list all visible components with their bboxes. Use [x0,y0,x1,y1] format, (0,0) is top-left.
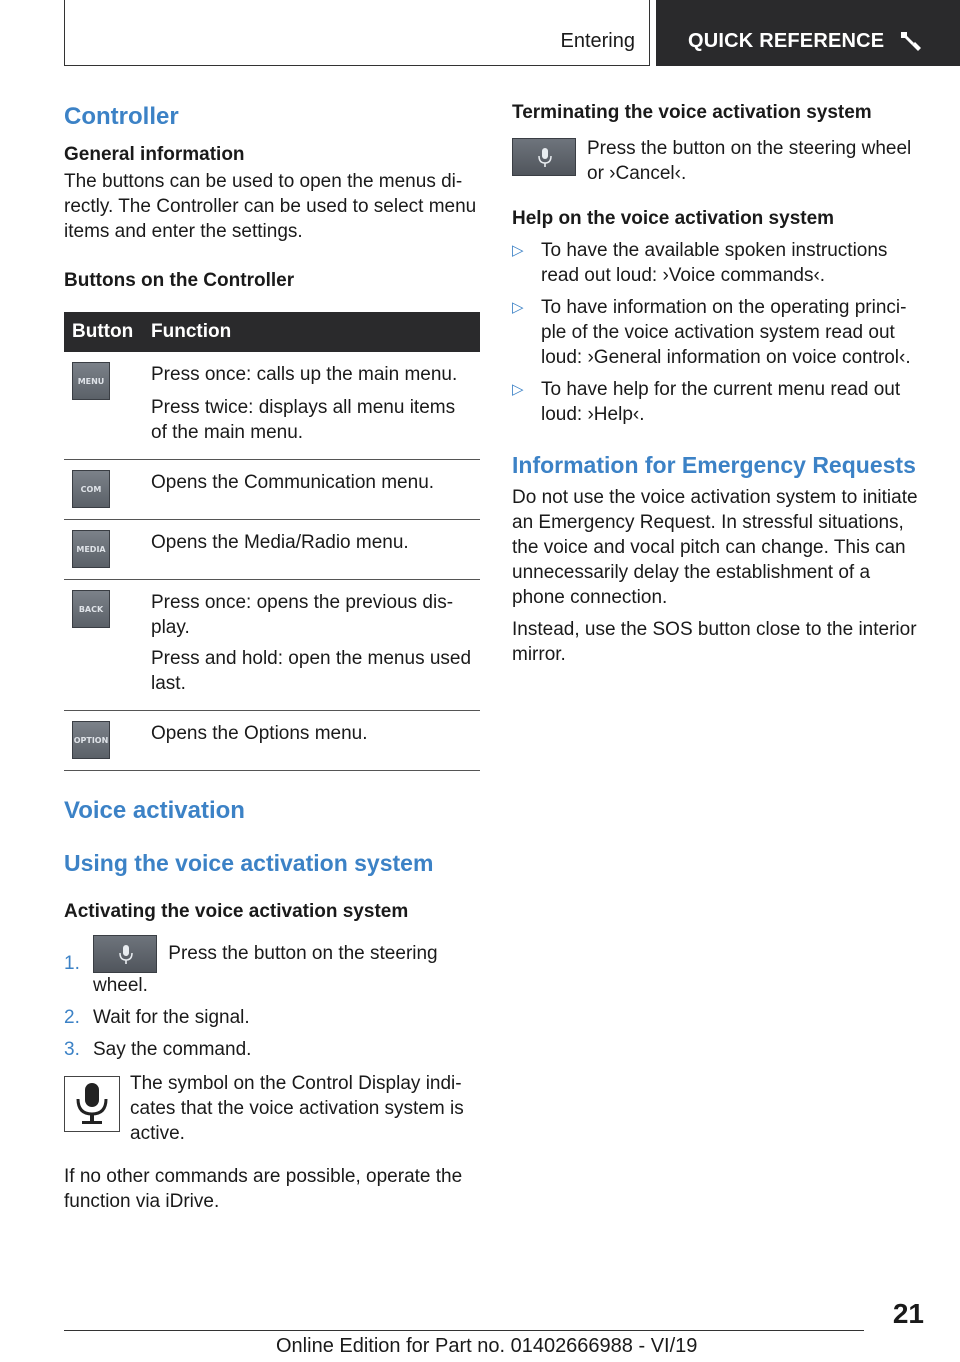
list-item [512,238,924,288]
table-row [64,352,480,460]
help-heading: Help on the voice activation system [512,208,835,229]
function-text: Press twice: displays all menu items of the main menu. [151,397,456,443]
help-item-text: To have the available spoken instructions read out loud: ›Voice commands‹. [541,240,888,286]
controller-buttons-table [64,312,480,771]
list-item [64,1005,480,1030]
step-number: 1. [64,953,80,974]
list-item [64,1037,480,1062]
controller-title: Controller [64,103,179,130]
function-text: Opens the Media/Radio menu. [151,532,409,553]
table-row [64,520,480,580]
step-number: 2. [64,1007,80,1028]
table-header-button: Button [64,312,151,352]
voice-button-icon [512,138,576,176]
table-row [64,460,480,520]
list-item [64,935,480,998]
emergency-text: Do not use the voice activation system to initiate an Emergency Request. In stressful situations, the voice and vocal pitch can change. This can unnecessarily delay the establishment of a phone connection. [512,487,918,608]
help-item-text: To have information on the operating princi-ple of the voice activation system read out loud: ›General information on voice control‹. [541,297,911,368]
option-button-icon: OPTION [72,721,110,759]
terminating-heading: Terminating the voice activation system [512,102,872,123]
quick-reference-tab[interactable] [656,0,960,66]
emergency-sos-text: Instead, use the SOS button close to the interior mirror. [512,619,917,665]
footer-divider [64,1330,864,1331]
symbol-note-text: The symbol on the Control Display indi-cates that the voice activation system is active. [130,1073,464,1144]
left-column [64,100,480,1214]
list-item [512,295,924,370]
buttons-heading: Buttons on the Controller [64,270,295,291]
table-row [64,711,480,771]
menu-button-icon: MENU [72,362,110,400]
function-text: Press once: opens the previous dis-play. [151,592,454,638]
step-text: Wait for the signal. [93,1007,250,1028]
quick-reference-icon [898,28,924,54]
voice-activation-title: Voice activation [64,797,245,824]
voice-button-icon [93,935,157,973]
general-info-text: The buttons can be used to open the menus di-rectly. The Controller can be used to select menu items and enter the settings. [64,171,477,242]
triangle-bullet-icon: ▷ [512,242,524,259]
step-text: Say the command. [93,1039,252,1060]
media-button-icon: MEDIA [72,530,110,568]
function-text: Opens the Options menu. [151,723,368,744]
footer-edition: Online Edition for Part no. 01402666988 - VI/19 [276,1335,698,1357]
triangle-bullet-icon: ▷ [512,299,524,316]
back-button-icon: BACK [72,590,110,628]
terminating-row [512,136,924,186]
terminating-text: Press the button on the steering wheel or ›Cancel‹. [587,138,912,184]
general-info-heading: General information [64,144,245,165]
com-button-icon: COM [72,470,110,508]
right-column [512,100,924,667]
no-other-commands-text: If no other commands are possible, operate the function via iDrive. [64,1166,463,1212]
emergency-title: Information for Emergency Requests [512,452,916,478]
activating-heading: Activating the voice activation system [64,901,409,922]
triangle-bullet-icon: ▷ [512,381,524,398]
function-text: Opens the Communication menu. [151,472,435,493]
table-row [64,580,480,711]
page-number: 21 [892,1298,924,1329]
symbol-note [64,1071,480,1146]
quick-reference-label: QUICK REFERENCE [688,30,885,52]
microphone-symbol-icon [64,1076,120,1132]
function-text: Press and hold: open the menus used last. [151,648,472,694]
list-item [512,377,924,427]
section-title: Entering [560,30,635,52]
step-number: 3. [64,1039,80,1060]
function-text: Press once: calls up the main menu. [151,364,458,385]
using-voice-title: Using the voice activation system [64,850,434,876]
help-item-text: To have help for the current menu read out loud: ›Help‹. [541,379,901,425]
step-text: Press the button on the steering wheel. [93,943,438,996]
header-section-box [64,0,650,66]
table-header-function: Function [151,312,480,352]
